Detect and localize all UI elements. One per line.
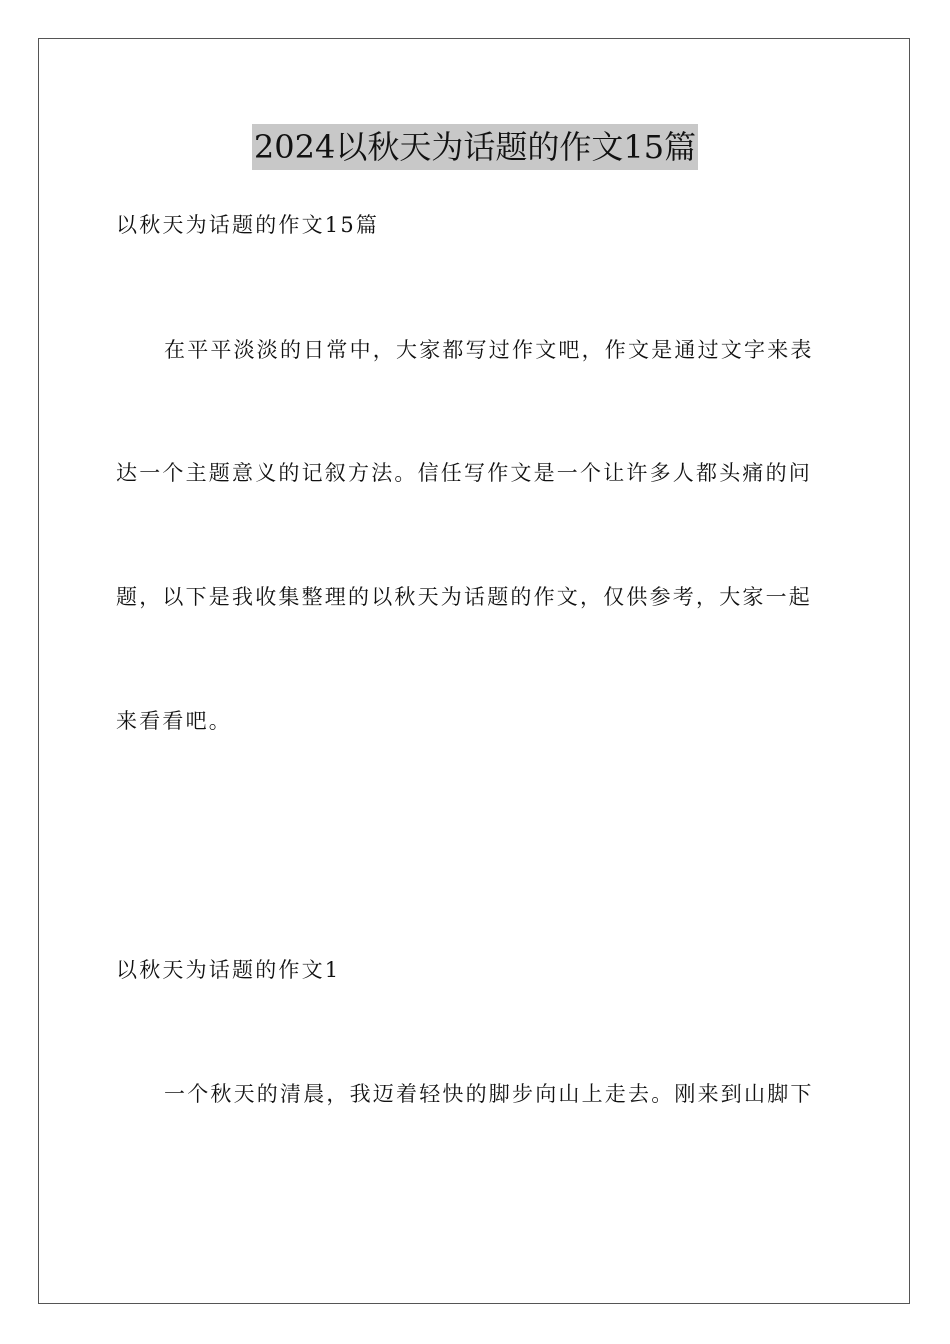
document-title-text: 2024以秋天为话题的作文15篇 xyxy=(252,124,698,170)
intro-line-2: 达一个主题意义的记叙方法。信任写作文是一个让许多人都头痛的问 xyxy=(116,461,812,485)
intro-line-1: 在平平淡淡的日常中，大家都写过作文吧，作文是通过文字来表 xyxy=(164,338,814,362)
intro-line-3: 题，以下是我收集整理的以秋天为话题的作文，仅供参考，大家一起 xyxy=(116,585,812,609)
intro-line-4: 来看看吧。 xyxy=(116,709,232,733)
section-heading: 以秋天为话题的作文1 xyxy=(116,958,341,982)
document-title xyxy=(0,124,950,170)
section-line-1: 一个秋天的清晨，我迈着轻快的脚步向山上走去。刚来到山脚下 xyxy=(164,1082,814,1106)
document-subtitle: 以秋天为话题的作文15篇 xyxy=(116,213,380,237)
